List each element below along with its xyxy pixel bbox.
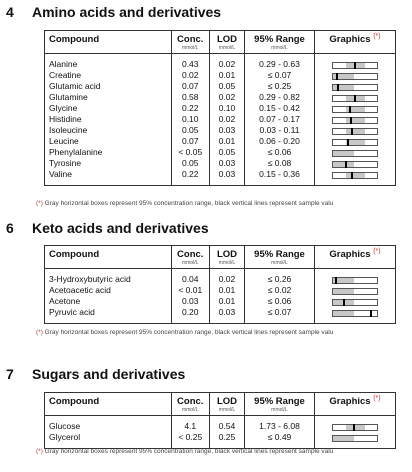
sample-value-marker bbox=[349, 106, 351, 113]
sample-value-marker bbox=[337, 84, 339, 91]
range-box bbox=[346, 425, 364, 430]
concentration-value: 0.58 bbox=[171, 92, 210, 103]
header-range bbox=[245, 31, 315, 45]
header-compound bbox=[45, 246, 171, 260]
range-value: 0.15 - 0.36 bbox=[245, 169, 315, 180]
range-value: ≤ 0.06 bbox=[245, 296, 315, 307]
table-row bbox=[45, 125, 395, 136]
lod-value: 0.01 bbox=[210, 296, 245, 307]
header-conc bbox=[171, 31, 210, 45]
table-row bbox=[45, 81, 395, 92]
lod-value: 0.10 bbox=[210, 103, 245, 114]
concentration-value: < 0.01 bbox=[171, 285, 210, 296]
compound-name: Creatine bbox=[49, 70, 82, 80]
header-compound-label: Compound bbox=[49, 34, 100, 45]
header-graphics-label: Graphics bbox=[329, 396, 371, 407]
unit-cell bbox=[315, 45, 396, 54]
compound-name: Glycerol bbox=[49, 432, 81, 442]
lod-value: 0.03 bbox=[210, 307, 245, 318]
graphic-cell bbox=[315, 296, 396, 307]
header-graphics bbox=[315, 31, 396, 45]
graphic-cell bbox=[315, 70, 396, 81]
range-value: ≤ 0.08 bbox=[245, 158, 315, 169]
header-conc bbox=[171, 246, 210, 260]
table-header-row bbox=[45, 246, 395, 260]
range-bar bbox=[332, 150, 378, 157]
header-compound bbox=[45, 393, 171, 407]
range-bar bbox=[332, 73, 378, 80]
compound-name: Alanine bbox=[49, 59, 78, 69]
table-header-row bbox=[45, 31, 395, 45]
graphic-cell bbox=[315, 158, 396, 169]
range-box bbox=[333, 162, 354, 167]
unit-cell bbox=[45, 407, 171, 416]
header-lod-label: LOD bbox=[216, 249, 238, 260]
header-range bbox=[245, 246, 315, 260]
range-value: ≤ 0.25 bbox=[245, 81, 315, 92]
range-bar bbox=[332, 128, 378, 135]
table-row bbox=[45, 432, 395, 443]
sample-value-marker bbox=[335, 277, 337, 284]
lod-value: 0.02 bbox=[210, 59, 245, 70]
range-box bbox=[333, 436, 354, 441]
graphic-cell bbox=[315, 136, 396, 147]
range-bar bbox=[332, 277, 378, 284]
table-row bbox=[45, 103, 395, 114]
range-value: 1.73 - 6.08 bbox=[245, 421, 315, 432]
unit-cell bbox=[315, 407, 396, 416]
header-lod bbox=[210, 31, 245, 45]
lod-value: 0.02 bbox=[210, 274, 245, 285]
table-row bbox=[45, 307, 395, 318]
units-row bbox=[45, 260, 395, 269]
concentration-value: 0.05 bbox=[171, 125, 210, 136]
lod-value: 0.01 bbox=[210, 285, 245, 296]
lod-value: 0.03 bbox=[210, 125, 245, 136]
unit-cell: mmol/L bbox=[210, 45, 245, 54]
concentration-value: 0.03 bbox=[171, 296, 210, 307]
graphic-cell bbox=[315, 59, 396, 70]
range-bar bbox=[332, 172, 378, 179]
footnote bbox=[36, 329, 412, 336]
range-bar bbox=[332, 310, 378, 317]
unit-cell: mmol/L bbox=[171, 407, 210, 416]
range-bar bbox=[332, 435, 378, 442]
compound-name: Histidine bbox=[49, 114, 82, 124]
table-row bbox=[45, 59, 395, 70]
graphic-cell bbox=[315, 285, 396, 296]
table-row bbox=[45, 274, 395, 285]
compound-name: Acetone bbox=[49, 296, 81, 306]
section-number: 7 bbox=[6, 366, 14, 382]
table-row bbox=[45, 421, 395, 432]
header-range-label: 95% Range bbox=[254, 34, 305, 45]
header-lod bbox=[210, 246, 245, 260]
range-bar bbox=[332, 288, 378, 295]
concentration-value: 0.05 bbox=[171, 158, 210, 169]
concentration-value: < 0.05 bbox=[171, 147, 210, 158]
sample-value-marker bbox=[354, 62, 356, 69]
header-compound-label: Compound bbox=[49, 249, 100, 260]
unit-cell: mmol/L bbox=[210, 260, 245, 269]
range-value: ≤ 0.07 bbox=[245, 70, 315, 81]
graphic-cell bbox=[315, 114, 396, 125]
compound-name: Glutamine bbox=[49, 92, 88, 102]
footnote-text: Gray horizontal boxes represent 95% concentration range, black vertical lines represent sample valu bbox=[44, 329, 334, 336]
range-value: 0.15 - 0.42 bbox=[245, 103, 315, 114]
section-title bbox=[6, 366, 185, 382]
footnote-marker: (*) bbox=[373, 32, 381, 40]
compound-name: Phenylalanine bbox=[49, 147, 103, 157]
concentration-value: 0.07 bbox=[171, 136, 210, 147]
range-value: ≤ 0.02 bbox=[245, 285, 315, 296]
range-bar bbox=[332, 117, 378, 124]
graphic-cell bbox=[315, 432, 396, 443]
range-value: 0.29 - 0.63 bbox=[245, 59, 315, 70]
header-conc-label: Conc. bbox=[177, 34, 204, 45]
results-table bbox=[44, 30, 396, 186]
sample-value-marker bbox=[343, 299, 345, 306]
results-table bbox=[44, 392, 396, 449]
unit-cell: mmol/L bbox=[210, 407, 245, 416]
range-bar bbox=[332, 161, 378, 168]
footnote bbox=[36, 200, 412, 207]
concentration-value: 0.43 bbox=[171, 59, 210, 70]
unit-cell bbox=[45, 45, 171, 54]
unit-cell bbox=[315, 260, 396, 269]
section-title bbox=[6, 220, 209, 236]
concentration-value: 0.04 bbox=[171, 274, 210, 285]
lod-value: 0.25 bbox=[210, 432, 245, 443]
concentration-value: 0.07 bbox=[171, 81, 210, 92]
graphic-cell bbox=[315, 92, 396, 103]
lod-value: 0.01 bbox=[210, 136, 245, 147]
unit-cell: mmol/L bbox=[171, 260, 210, 269]
header-compound-label: Compound bbox=[49, 396, 100, 407]
unit-cell: mmol/L bbox=[171, 45, 210, 54]
range-bar bbox=[332, 84, 378, 91]
range-value: ≤ 0.26 bbox=[245, 274, 315, 285]
sample-value-marker bbox=[350, 117, 352, 124]
unit-cell bbox=[45, 260, 171, 269]
table-row bbox=[45, 158, 395, 169]
lod-value: 0.03 bbox=[210, 158, 245, 169]
header-graphics bbox=[315, 393, 396, 407]
header-graphics-label: Graphics bbox=[329, 34, 371, 45]
sample-value-marker bbox=[351, 128, 353, 135]
header-lod-label: LOD bbox=[216, 34, 238, 45]
compound-name: Leucine bbox=[49, 136, 79, 146]
header-range-label: 95% Range bbox=[254, 249, 305, 260]
range-bar bbox=[332, 424, 378, 431]
range-bar bbox=[332, 62, 378, 69]
header-lod-label: LOD bbox=[216, 396, 238, 407]
compound-name: Valine bbox=[49, 169, 72, 179]
compound-name: Tyrosine bbox=[49, 158, 82, 168]
sample-value-marker bbox=[370, 310, 372, 317]
lod-value: 0.03 bbox=[210, 169, 245, 180]
range-value: ≤ 0.06 bbox=[245, 147, 315, 158]
footnote-text: Gray horizontal boxes represent 95% concentration range, black vertical lines represent sample valu bbox=[44, 448, 334, 455]
lod-value: 0.54 bbox=[210, 421, 245, 432]
range-box bbox=[333, 289, 354, 294]
graphic-cell bbox=[315, 421, 396, 432]
range-bar bbox=[332, 95, 378, 102]
range-box bbox=[346, 140, 364, 145]
compound-name: Glycine bbox=[49, 103, 78, 113]
section-number: 6 bbox=[6, 220, 14, 236]
concentration-value: 0.02 bbox=[171, 70, 210, 81]
section-heading: Sugars and derivatives bbox=[32, 366, 186, 382]
range-bar bbox=[332, 299, 378, 306]
range-box bbox=[346, 129, 364, 134]
unit-cell: mmol/L bbox=[245, 260, 315, 269]
concentration-value: 4.1 bbox=[171, 421, 210, 432]
graphic-cell bbox=[315, 147, 396, 158]
lod-value: 0.02 bbox=[210, 92, 245, 103]
graphic-cell bbox=[315, 103, 396, 114]
range-box bbox=[333, 85, 354, 90]
unit-cell: mmol/L bbox=[245, 45, 315, 54]
range-box bbox=[333, 311, 354, 316]
compound-name: Glucose bbox=[49, 421, 81, 431]
table-row bbox=[45, 285, 395, 296]
range-bar bbox=[332, 139, 378, 146]
footnote bbox=[36, 448, 412, 455]
header-lod bbox=[210, 393, 245, 407]
unit-cell: mmol/L bbox=[245, 407, 315, 416]
range-bar bbox=[332, 106, 378, 113]
table-row bbox=[45, 147, 395, 158]
sample-value-marker bbox=[347, 139, 349, 146]
compound-name: Glutamic acid bbox=[49, 81, 101, 91]
graphic-cell bbox=[315, 169, 396, 180]
footnote-marker: (*) bbox=[36, 329, 43, 336]
sample-value-marker bbox=[345, 161, 347, 168]
range-value: 0.29 - 0.82 bbox=[245, 92, 315, 103]
table-row bbox=[45, 296, 395, 307]
concentration-value: 0.20 bbox=[171, 307, 210, 318]
graphic-cell bbox=[315, 307, 396, 318]
sample-value-marker bbox=[351, 172, 353, 179]
footnote-marker: (*) bbox=[36, 200, 43, 207]
footnote-text: Gray horizontal boxes represent 95% concentration range, black vertical lines represent sample valu bbox=[44, 200, 334, 207]
graphic-cell bbox=[315, 125, 396, 136]
footnote-marker: (*) bbox=[373, 247, 381, 255]
table-row bbox=[45, 136, 395, 147]
sample-value-marker bbox=[353, 424, 355, 431]
header-conc bbox=[171, 393, 210, 407]
header-conc-label: Conc. bbox=[177, 249, 204, 260]
lod-value: 0.01 bbox=[210, 70, 245, 81]
compound-name: Isoleucine bbox=[49, 125, 88, 135]
range-box bbox=[346, 173, 364, 178]
graphic-cell bbox=[315, 81, 396, 92]
lod-value: 0.02 bbox=[210, 114, 245, 125]
units-row bbox=[45, 407, 395, 416]
range-value: 0.06 - 0.20 bbox=[245, 136, 315, 147]
concentration-value: 0.22 bbox=[171, 103, 210, 114]
table-row bbox=[45, 92, 395, 103]
table-header-row bbox=[45, 393, 395, 407]
range-box bbox=[333, 151, 354, 156]
section-number: 4 bbox=[6, 4, 14, 20]
units-row bbox=[45, 45, 395, 54]
sample-value-marker bbox=[336, 73, 338, 80]
table-row bbox=[45, 169, 395, 180]
compound-name: 3-Hydroxybutyric acid bbox=[49, 274, 131, 284]
section-heading: Amino acids and derivatives bbox=[32, 4, 222, 20]
lod-value: 0.05 bbox=[210, 81, 245, 92]
lod-value: 0.05 bbox=[210, 147, 245, 158]
section-title bbox=[6, 4, 221, 20]
range-value: 0.07 - 0.17 bbox=[245, 114, 315, 125]
table-row bbox=[45, 70, 395, 81]
header-compound bbox=[45, 31, 171, 45]
compound-name: Pyruvic acid bbox=[49, 307, 95, 317]
section-heading: Keto acids and derivatives bbox=[32, 220, 209, 236]
compound-name: Acetoacetic acid bbox=[49, 285, 111, 295]
footnote-marker: (*) bbox=[36, 448, 43, 455]
graphic-cell bbox=[315, 274, 396, 285]
header-conc-label: Conc. bbox=[177, 396, 204, 407]
concentration-value: < 0.25 bbox=[171, 432, 210, 443]
concentration-value: 0.22 bbox=[171, 169, 210, 180]
concentration-value: 0.10 bbox=[171, 114, 210, 125]
header-graphics-label: Graphics bbox=[329, 249, 371, 260]
range-value: ≤ 0.49 bbox=[245, 432, 315, 443]
results-table bbox=[44, 245, 396, 324]
table-row bbox=[45, 114, 395, 125]
footnote-marker: (*) bbox=[373, 394, 381, 402]
header-graphics bbox=[315, 246, 396, 260]
header-range-label: 95% Range bbox=[254, 396, 305, 407]
header-range bbox=[245, 393, 315, 407]
range-value: ≤ 0.07 bbox=[245, 307, 315, 318]
range-value: 0.03 - 0.11 bbox=[245, 125, 315, 136]
sample-value-marker bbox=[354, 95, 356, 102]
